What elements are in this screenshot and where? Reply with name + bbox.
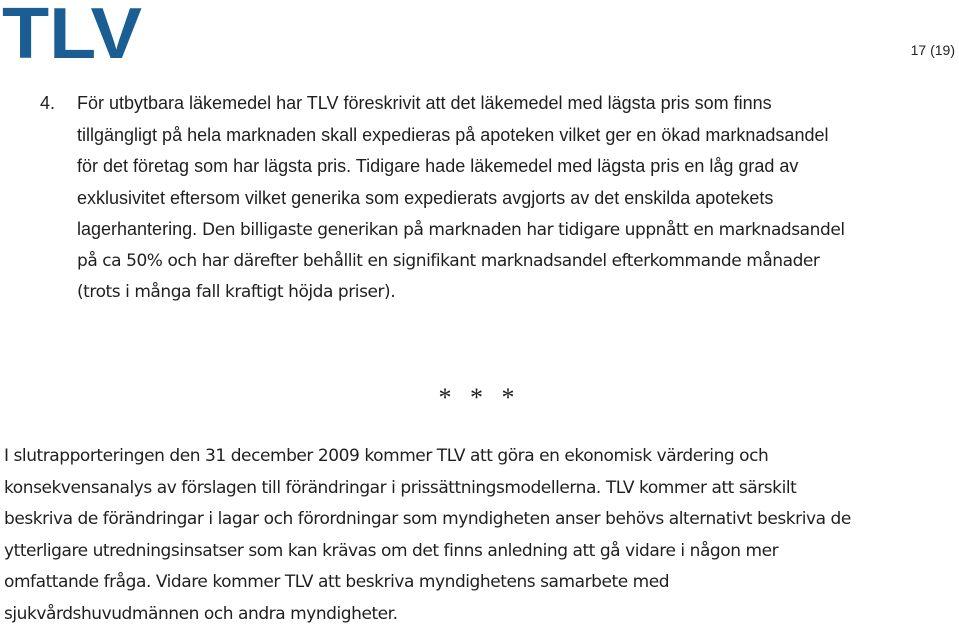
item-number: 4. [40, 88, 55, 120]
paragraph-line: I slutrapporteringen den 31 december 2009 kommer TLV att göra en ekonomisk värdering och [4, 441, 851, 473]
item-text [77, 88, 845, 309]
item-line: exklusivitet eftersom vilket generika som expedierats avgjorts av det enskilda apotekets [77, 183, 845, 215]
item-line-part: lagerhantering. [77, 219, 197, 239]
item-line-part: Den billigaste generikan på marknaden har tidigare uppnått en marknadsandel [197, 220, 845, 240]
logo-text: TLV [2, 2, 142, 64]
item-line: för det företag som har lägsta pris. Tidigare hade läkemedel med lägsta pris en låg grad av [77, 151, 845, 183]
body-paragraph [4, 441, 851, 630]
section-separator: * * * [0, 383, 959, 413]
paragraph-line: ytterligare utredningsinsatser som kan krävas om det finns anledning att gå vidare i någon mer [4, 536, 851, 568]
paragraph-line: konsekvensanalys av förslagen till förändringar i prissättningsmodellerna. TLV kommer att särskilt [4, 473, 851, 505]
tlv-logo [2, 2, 144, 64]
item-line: För utbytbara läkemedel har TLV föreskrivit att det läkemedel med lägsta pris som finns [77, 88, 845, 120]
item-line-mixed [77, 214, 845, 246]
page-number: 17 (19) [911, 42, 955, 58]
paragraph-line: sjukvårdshuvudmännen och andra myndigheter. [4, 599, 851, 630]
item-line: tillgängligt på hela marknaden skall expedieras på apoteken vilket ger en ökad marknadsandel [77, 120, 845, 152]
item-line: (trots i många fall kraftigt höjda priser). [77, 277, 845, 309]
paragraph-line: omfattande fråga. Vidare kommer TLV att beskriva myndighetens samarbete med [4, 567, 851, 599]
item-line: på ca 50% och har därefter behållit en signifikant marknadsandel efterkommande månader [77, 246, 845, 278]
paragraph-line: beskriva de förändringar i lagar och förordningar som myndigheten anser behövs alternativt beskriva de [4, 504, 851, 536]
